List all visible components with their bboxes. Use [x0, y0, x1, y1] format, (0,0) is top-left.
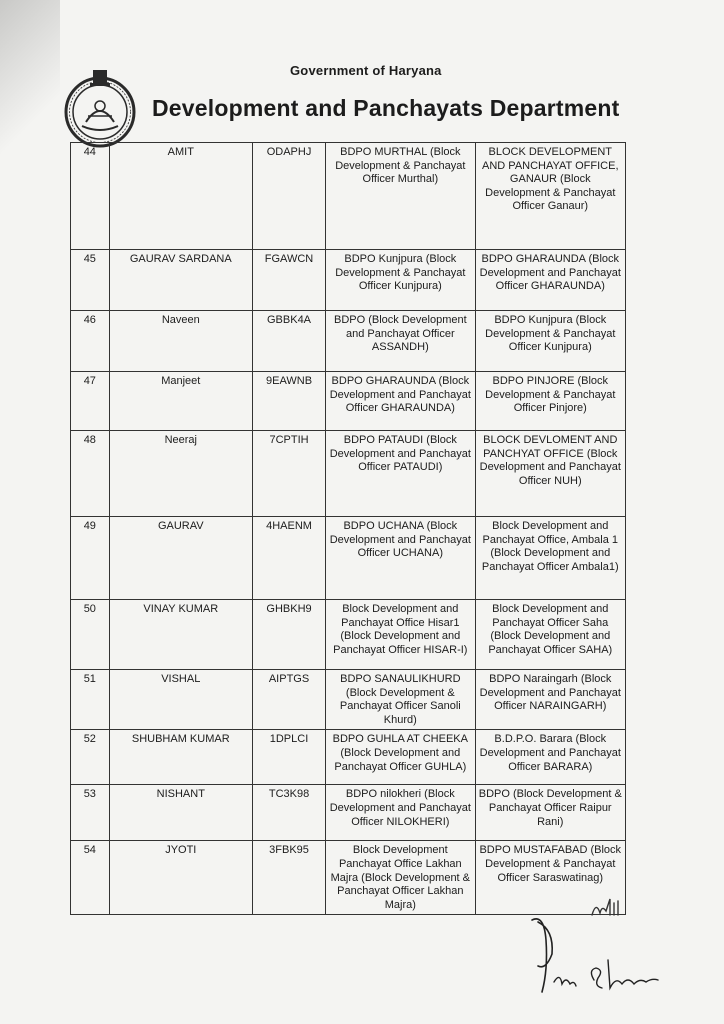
officer-code: FGAWCN	[252, 250, 325, 311]
table-row	[71, 143, 626, 250]
new-posting: BDPO PINJORE (Block Development & Panchayat Officer Pinjore)	[475, 372, 625, 431]
officer-name: SHUBHAM KUMAR	[109, 730, 252, 785]
table-row	[71, 600, 626, 670]
table-row	[71, 841, 626, 915]
table-row	[71, 730, 626, 785]
table-row	[71, 250, 626, 311]
officer-name: Neeraj	[109, 431, 252, 517]
new-posting: B.D.P.O. Barara (Block Development and Panchayat Officer BARARA)	[475, 730, 625, 785]
serial-number: 50	[71, 600, 110, 670]
serial-number: 53	[71, 785, 110, 841]
serial-number: 51	[71, 670, 110, 730]
serial-number: 52	[71, 730, 110, 785]
officer-code: 1DPLCI	[252, 730, 325, 785]
current-posting: BDPO GHARAUNDA (Block Development and Panchayat Officer GHARAUNDA)	[326, 372, 475, 431]
officer-name: VISHAL	[109, 670, 252, 730]
new-posting: BLOCK DEVELOPMENT AND PANCHAYAT OFFICE, GANAUR (Block Development & Panchayat Officer Ganaur)	[475, 143, 625, 250]
current-posting: BDPO nilokheri (Block Development and Panchayat Officer NILOKHERI)	[326, 785, 475, 841]
officer-name: AMIT	[109, 143, 252, 250]
haryana-emblem-icon	[58, 66, 142, 150]
new-posting: BDPO MUSTAFABAD (Block Development & Panchayat Officer Saraswatinag)	[475, 841, 625, 915]
new-posting: BDPO (Block Development & Panchayat Officer Raipur Rani)	[475, 785, 625, 841]
current-posting: BDPO GUHLA AT CHEEKA (Block Development and Panchayat Officer GUHLA)	[326, 730, 475, 785]
serial-number: 45	[71, 250, 110, 311]
current-posting: BDPO UCHANA (Block Development and Panchayat Officer UCHANA)	[326, 517, 475, 600]
officer-code: 4HAENM	[252, 517, 325, 600]
officer-name: Manjeet	[109, 372, 252, 431]
table-row	[71, 517, 626, 600]
officer-code: AIPTGS	[252, 670, 325, 730]
officer-code: 7CPTIH	[252, 431, 325, 517]
current-posting: BDPO Kunjpura (Block Development & Panchayat Officer Kunjpura)	[326, 250, 475, 311]
table-row	[71, 785, 626, 841]
table-row	[71, 372, 626, 431]
government-line: Government of Haryana	[290, 63, 442, 78]
transfer-table	[70, 142, 626, 915]
table-row	[71, 670, 626, 730]
new-posting: BDPO Kunjpura (Block Development & Panchayat Officer Kunjpura)	[475, 311, 625, 372]
serial-number: 47	[71, 372, 110, 431]
new-posting: BLOCK DEVLOMENT AND PANCHYAT OFFICE (Block Development and Panchayat Officer NUH)	[475, 431, 625, 517]
serial-number: 44	[71, 143, 110, 250]
current-posting: BDPO MURTHAL (Block Development & Panchayat Officer Murthal)	[326, 143, 475, 250]
new-posting: Block Development and Panchayat Office, Ambala 1 (Block Development and Panchayat Officer Ambala1)	[475, 517, 625, 600]
new-posting: BDPO GHARAUNDA (Block Development and Panchayat Officer GHARAUNDA)	[475, 250, 625, 311]
handwritten-signature-icon	[524, 910, 664, 1000]
serial-number: 49	[71, 517, 110, 600]
officer-code: GHBKH9	[252, 600, 325, 670]
serial-number: 54	[71, 841, 110, 915]
officer-code: TC3K98	[252, 785, 325, 841]
officer-code: ODAPHJ	[252, 143, 325, 250]
officer-name: Naveen	[109, 311, 252, 372]
officer-name: JYOTI	[109, 841, 252, 915]
officer-code: 9EAWNB	[252, 372, 325, 431]
serial-number: 48	[71, 431, 110, 517]
officer-name: GAURAV	[109, 517, 252, 600]
department-title: Development and Panchayats Department	[152, 95, 620, 121]
officer-name: GAURAV SARDANA	[109, 250, 252, 311]
table-row	[71, 431, 626, 517]
officer-code: 3FBK95	[252, 841, 325, 915]
current-posting: BDPO SANAULIKHURD (Block Development & Panchayat Officer Sanoli Khurd)	[326, 670, 475, 730]
serial-number: 46	[71, 311, 110, 372]
page-edge-shadow	[0, 0, 60, 200]
current-posting: BDPO (Block Development and Panchayat Officer ASSANDH)	[326, 311, 475, 372]
current-posting: BDPO PATAUDI (Block Development and Panchayat Officer PATAUDI)	[326, 431, 475, 517]
current-posting: Block Development and Panchayat Office Hisar1 (Block Development and Panchayat Officer HISAR-I)	[326, 600, 475, 670]
new-posting: BDPO Naraingarh (Block Development and Panchayat Officer NARAINGARH)	[475, 670, 625, 730]
table-row	[71, 311, 626, 372]
officer-name: NISHANT	[109, 785, 252, 841]
new-posting: Block Development and Panchayat Officer Saha (Block Development and Panchayat Officer SAHA)	[475, 600, 625, 670]
officer-name: VINAY KUMAR	[109, 600, 252, 670]
current-posting: Block Development Panchayat Office Lakhan Majra (Block Development & Panchayat Officer Lakhan Majra)	[326, 841, 475, 915]
officer-code: GBBK4A	[252, 311, 325, 372]
